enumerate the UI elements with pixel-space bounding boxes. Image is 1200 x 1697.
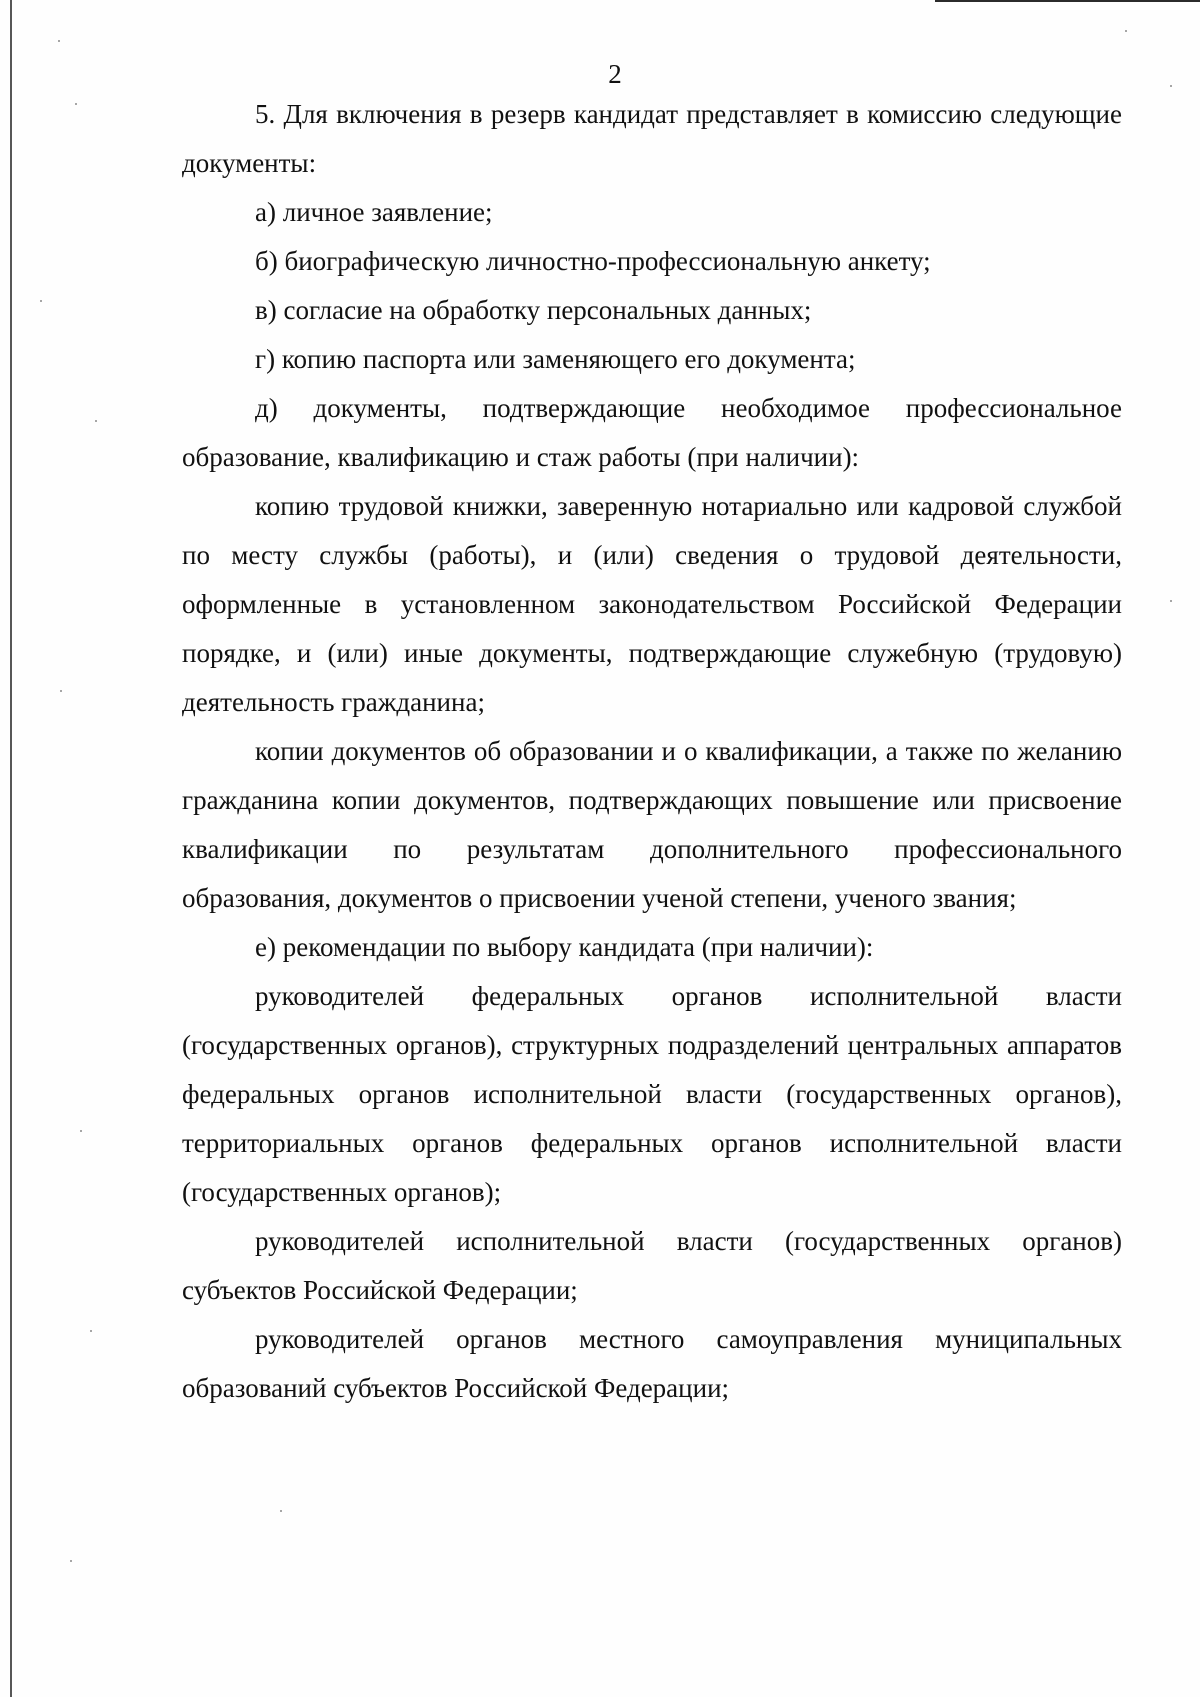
paragraph-item-5: 5. Для включения в резерв кандидат представляет в комиссию следующие документы: — [182, 99, 1122, 178]
paragraph-education-docs: копии документов об образовании и о квалификации, а также по желанию гражданина копии документов, подтверждающих повышение или присвоение квалификации по результатам дополнительного профессионального образования, документов о присвоении ученой степени, ученого звания; — [182, 736, 1122, 913]
document-body — [182, 90, 1122, 1413]
list-item-a: а) личное заявление; — [255, 197, 493, 227]
scan-speck — [95, 420, 97, 422]
scan-speck — [90, 1330, 92, 1332]
paragraph-municipal-heads: руководителей органов местного самоуправления муниципальных образований субъектов Российской Федерации; — [182, 1324, 1122, 1403]
scan-left-edge — [10, 0, 12, 1697]
scan-speck — [80, 1130, 82, 1132]
paragraph-federal-heads: руководителей федеральных органов исполнительной власти (государственных органов), структурных подразделений центральных аппаратов федеральных органов исполнительной власти (государственных органов), территориальных органов федеральных органов исполнительной власти (государственных органов); — [182, 981, 1122, 1207]
paragraph-labor-book: копию трудовой книжки, заверенную нотариально или кадровой службой по месту службы (работы), и (или) сведения о трудовой деятельности, оформленные в установленном законодательством Российской Федерации порядке, и (или) иные документы, подтверждающие служебную (трудовую) деятельность гражданина; — [182, 491, 1122, 717]
list-item-v: в) согласие на обработку персональных данных; — [255, 295, 812, 325]
scan-speck — [280, 1510, 282, 1512]
page-number: 2 — [608, 59, 622, 89]
list-item-d: д) документы, подтверждающие необходимое профессиональное образование, квалификацию и стаж работы (при наличии): — [182, 393, 1122, 472]
scan-speck — [1125, 30, 1127, 32]
scan-speck — [70, 1560, 72, 1562]
scan-speck — [58, 40, 60, 42]
list-item-e: е) рекомендации по выбору кандидата (при наличии): — [255, 932, 874, 962]
list-item-g: г) копию паспорта или заменяющего его документа; — [255, 344, 856, 374]
scan-top-edge — [935, 0, 1200, 2]
scan-speck — [60, 690, 62, 692]
list-item-b: б) биографическую личностно-профессиональную анкету; — [255, 246, 931, 276]
scan-speck — [75, 103, 77, 105]
paragraph-regional-heads: руководителей исполнительной власти (государственных органов) субъектов Российской Федерации; — [182, 1226, 1122, 1305]
scan-speck — [40, 300, 42, 302]
scan-speck — [1170, 600, 1172, 602]
